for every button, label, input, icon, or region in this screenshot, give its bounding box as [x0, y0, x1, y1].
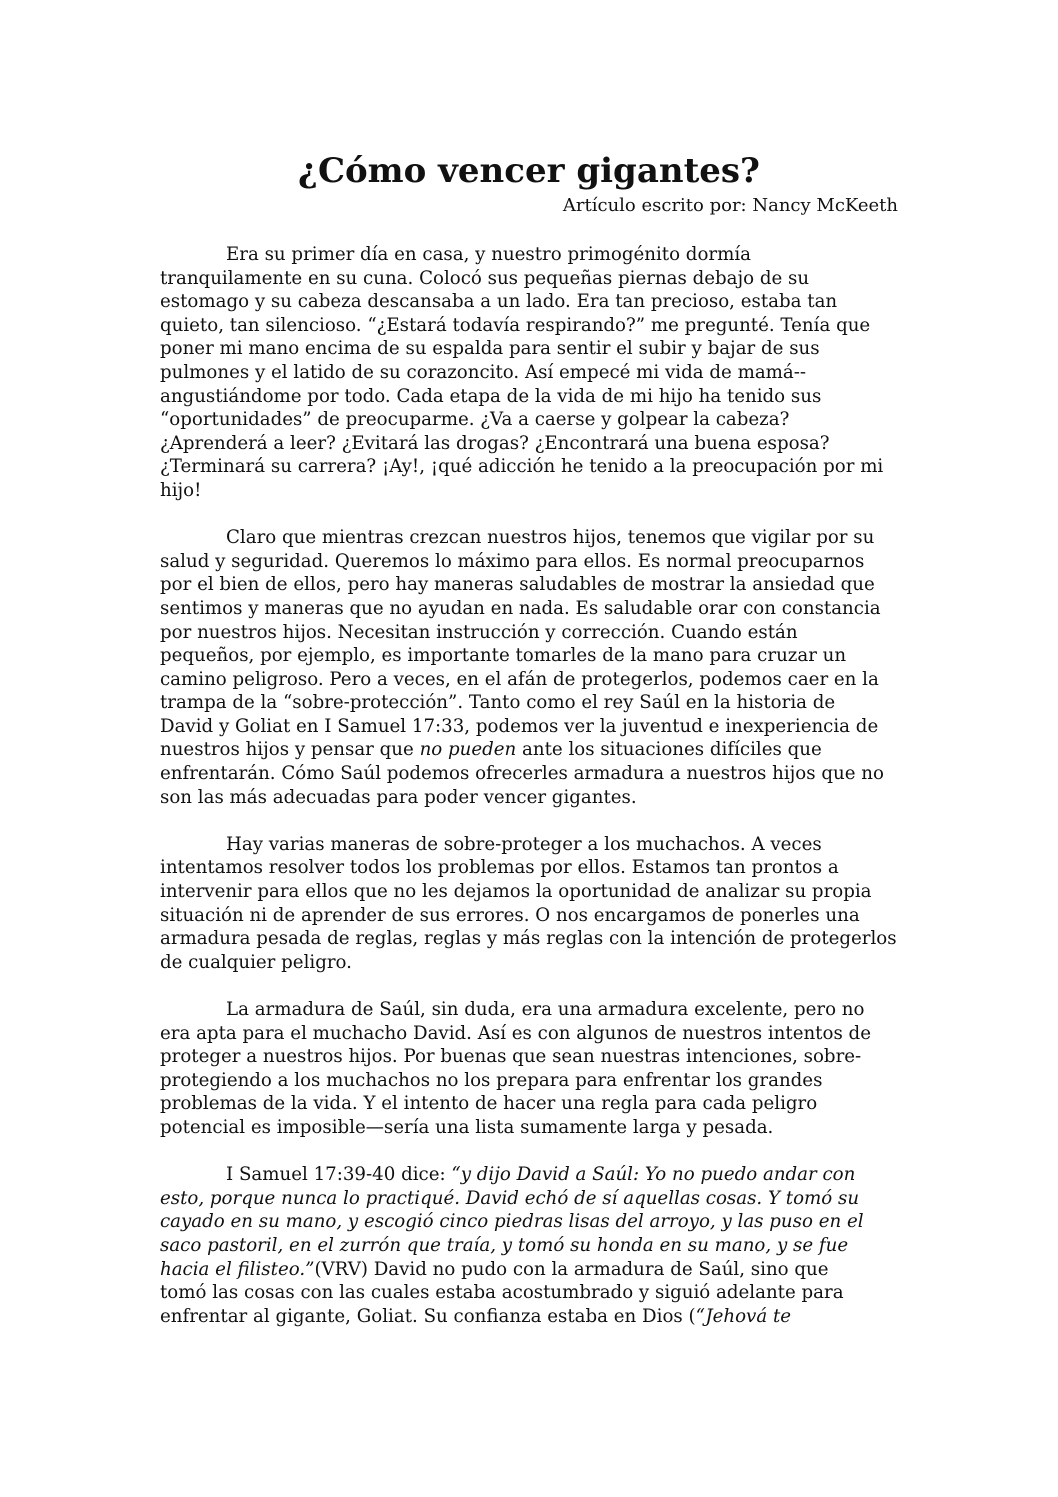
text-line: poner mi mano encima de su espalda para sentir el subir y bajar de sus: [160, 338, 820, 360]
text-line: de cualquier peligro.: [160, 951, 352, 973]
text-run: enfrentar al gigante, Goliat. Su confianza estaba en Dios (: [160, 1305, 696, 1327]
text-line: enfrentarán. Cómo Saúl podemos ofrecerles armadura a nuestros hijos que no: [160, 763, 884, 785]
text-line: [160, 1258, 900, 1282]
text-line: potencial es imposible—sería una lista sumamente larga y pesada.: [160, 1116, 774, 1138]
paragraph-2: [160, 526, 900, 809]
text-line: pequeños, por ejemplo, es importante tomarles de la mano para cruzar un: [160, 645, 847, 667]
text-line: por el bien de ellos, pero hay maneras saludables de mostrar la ansiedad que: [160, 574, 875, 596]
text-line: sentimos y maneras que no ayudan en nada. Es saludable orar con constancia: [160, 597, 881, 619]
text-line: [160, 1163, 900, 1187]
text-line: pulmones y el latido de su corazoncito. Así empecé mi vida de mamá--: [160, 361, 807, 383]
text-line: trampa de la “sobre-protección”. Tanto como el rey Saúl en la historia de: [160, 692, 836, 714]
text-line: situación ni de aprender de sus errores. O nos encargamos de ponerles una: [160, 904, 860, 926]
paragraph-3: [160, 833, 900, 975]
text-line: David y Goliat en I Samuel 17:33, podemos ver la juventud e inexperiencia de: [160, 715, 879, 737]
scripture-quote: “Jehová te: [695, 1305, 792, 1327]
text-line: Hay varias maneras de sobre-proteger a los muchachos. A veces: [226, 833, 822, 855]
text-line: [160, 1210, 900, 1234]
article-body: [160, 243, 900, 1328]
paragraph-1: [160, 243, 900, 503]
text-line: problemas de la vida. Y el intento de hacer una regla para cada peligro: [160, 1093, 818, 1115]
text-line: Claro que mientras crezcan nuestros hijos, tenemos que vigilar por su: [226, 527, 875, 549]
paragraph-5: [160, 1163, 900, 1328]
text-line: La armadura de Saúl, sin duda, era una armadura excelente, pero no: [226, 999, 865, 1020]
author-byline: Artículo escrito por: Nancy McKeeth: [562, 195, 898, 216]
text-run: ante los situaciones difíciles que: [516, 739, 822, 761]
text-run: (VRV) David no pudo con la armadura de Saúl, sino que: [314, 1258, 829, 1280]
text-line: hijo!: [160, 479, 202, 501]
text-line: Era su primer día en casa, y nuestro primogénito dormía: [226, 244, 752, 265]
text-line: estomago y su cabeza descansaba a un lado. Era tan precioso, estaba tan: [160, 291, 838, 313]
text-line: intervenir para ellos que no les dejamos la oportunidad de analizar su propia: [160, 881, 872, 903]
text-run: nuestros hijos y pensar que: [160, 739, 420, 761]
page-title: ¿Cómo vencer gigantes?: [298, 151, 760, 191]
text-line: salud y seguridad. Queremos lo máximo para ellos. Es normal preocuparnos: [160, 550, 865, 572]
text-line: ¿Terminará su carrera? ¡Ay!, ¡qué adicción he tenido a la preocupación por mi: [160, 456, 884, 478]
text-line: [160, 1305, 900, 1329]
scripture-quote: “y dijo David a Saúl: Yo no puedo andar con: [451, 1164, 856, 1186]
text-line: tranquilamente en su cuna. Colocó sus pequeñas piernas debajo de su: [160, 267, 810, 289]
text-line: [160, 1234, 900, 1258]
scripture-quote: esto, porque nunca lo practiqué. David echó de sí aquellas cosas. Y tomó su: [160, 1187, 860, 1209]
scripture-quote: hacia el filisteo.”: [160, 1258, 315, 1280]
text-line: proteger a nuestros hijos. Por buenas que sean nuestras intenciones, sobre-: [160, 1046, 862, 1068]
text-line: era apta para el muchacho David. Así es con algunos de nuestros intentos de: [160, 1022, 871, 1044]
text-line: angustiándome por todo. Cada etapa de la vida de mi hijo ha tenido sus: [160, 385, 822, 407]
text-line: quieto, tan silencioso. “¿Estará todavía respirando?” me pregunté. Tenía que: [160, 314, 871, 336]
text-line: camino peligroso. Pero a veces, en el afán de protegerlos, podemos caer en la: [160, 668, 879, 690]
text-line: protegiendo a los muchachos no los prepara para enfrentar los grandes: [160, 1069, 823, 1091]
paragraph-4: [160, 998, 900, 1140]
text-line: son las más adecuadas para poder vencer gigantes.: [160, 786, 637, 808]
text-line: por nuestros hijos. Necesitan instrucción y corrección. Cuando están: [160, 621, 798, 643]
text-line: [160, 738, 900, 762]
text-line: tomó las cosas con las cuales estaba acostumbrado y siguió adelante para: [160, 1282, 844, 1304]
scripture-quote: saco pastoril, en el zurrón que traía, y tomó su honda en su mano, y se fue: [160, 1234, 849, 1256]
text-line: armadura pesada de reglas, reglas y más reglas con la intención de protegerlos: [160, 928, 897, 950]
text-line: “oportunidades” de preocuparme. ¿Va a caerse y golpear la cabeza?: [160, 409, 790, 431]
text-run: I Samuel 17:39-40 dice:: [226, 1164, 452, 1186]
scripture-quote: cayado en su mano, y escogió cinco piedras lisas del arroyo, y las puso en el: [160, 1211, 864, 1233]
emphasis-text: no pueden: [419, 739, 517, 761]
text-line: intentamos resolver todos los problemas por ellos. Estamos tan prontos a: [160, 857, 839, 879]
text-line: [160, 1187, 900, 1211]
text-line: ¿Aprenderá a leer? ¿Evitará las drogas? ¿Encontrará una buena esposa?: [160, 432, 830, 454]
